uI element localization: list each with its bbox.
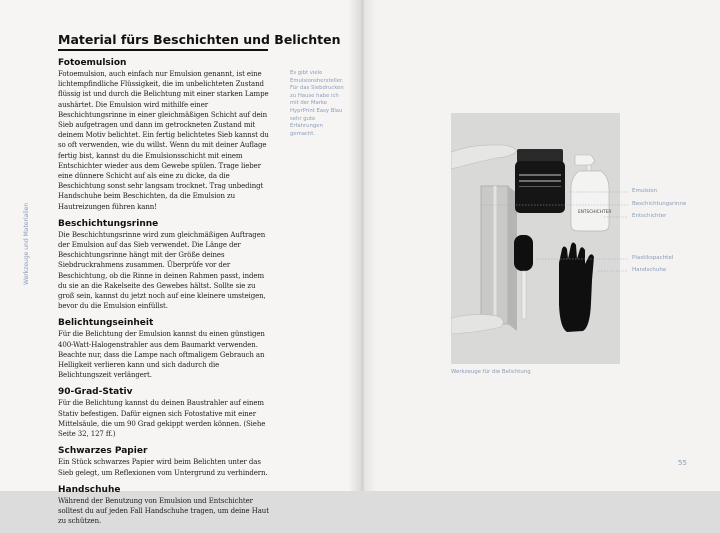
- text-belichtungseinheit: Für die Belichtung der Emulsion kannst du einen günstigen 400-Watt-Halogenstrahler aus dem Baumarkt verwenden. Beachte nur, dass die Lampe nach oftmaligem Gebrauch an Helligkeit verlieren kann und sich dadurch die Belichtungszeit verlängert.: [58, 330, 265, 380]
- heading-handschuhe: Handschuhe: [58, 484, 121, 495]
- heading-fotoemulsion: Fotoemulsion: [58, 58, 127, 68]
- heading-stativ: 90-Grad-Stativ: [58, 387, 133, 398]
- text-fotoemulsion: Fotoemulsion, auch einfach nur Emulsion genannt, ist eine lichtempfindliche Flüssigkeit, die im unbelichteten Zustand flüssig ist und durch die Belichtung mit einer starken Lampe aushärtet. Die Emulsion wird mithilfe einer Beschichtungsrinne in einer gleichmäßigen Schicht auf dein Sieb aufgetragen und dann im getrockneten Zustand mit deinem Motiv belichtet. Ein fertig belichtetes Sieb kannst du so oft verwenden, wie du willst. Wenn du mit deiner Auflage fertig bist, kannst du die Emulsionsschicht mit einem Entschichter wieder aus dem Gewebe spülen. Trage lieber eine dünnere Schicht auf als eine zu dicke, da die Beschichtung sonst sehr langsam trocknet. Trag unbedingt Handschuhe beim Beschichten, da die Emulsion zu Hautreizungen führen kann!: [58, 70, 269, 211]
- text-schwarzes-papier: Ein Stück schwarzes Papier wird beim Belichten unter das Sieb gelegt, um Reflexionen vom Untergrund zu verhindern.: [58, 458, 268, 477]
- page-number: 55: [678, 459, 687, 467]
- label-emulsion: Emulsion: [632, 188, 658, 194]
- sidenote: Es gibt viele Emulsionshersteller. Für das Siebdrucken zu Hause habe ich mit der Marke HyprPrint Easy Blau sehr gute Erfahrungen gemacht.: [290, 70, 344, 137]
- label-entschichter: Entschichter: [632, 213, 667, 219]
- photo-caption: Werkzeuge für die Belichtung: [451, 369, 531, 375]
- label-handschuhe: Handschuhe: [632, 267, 667, 273]
- bottle-label-text: ENTSCHICHTER: [578, 210, 612, 215]
- label-beschichtungsrinne: Beschichtungsrinne: [632, 201, 687, 207]
- chapter-side-label: Werkzeuge und Materialien: [23, 202, 30, 285]
- text-handschuhe: Während der Benutzung von Emulsion und Entschichter solltest du auf jeden Fall Handschuhe tragen, um deine Haut zu schützen.: [58, 496, 269, 526]
- text-beschichtungsrinne: Die Beschichtungsrinne wird zum gleichmäßigen Auftragen der Emulsion auf das Sieb verwendet. Die Länge der Beschichtungsrinne hängt mit der Größe deines Siebdruckrahmens zusammen. Überprüfe vor der Beschichtung, ob die Rinne in deinen Rahmen passt, indem du sie an die Rakelseite des Gewebes hältst. Sollte sie zu groß sein, kannst du jetzt noch auf eine kleinere umsteigen, bevor du die Emulsion einfüllst.: [58, 230, 266, 311]
- heading-schwarzes-papier: Schwarzes Papier: [58, 446, 148, 457]
- page-title: Material fürs Beschichten und Belichten: [58, 32, 341, 47]
- heading-belichtungseinheit: Belichtungseinheit: [58, 318, 154, 329]
- text-stativ: Für die Belichtung kannst du deinen Baustrahler auf einem Stativ befestigen. Dafür eignen sich Fotostative mit einer Mittelsäule, die um 90 Grad gekippt werden können. (Siehe Seite 32, 127 ff.): [58, 399, 266, 439]
- label-plastikspachtel: Plastikspachtel: [632, 255, 674, 261]
- heading-beschichtungsrinne: Beschichtungsrinne: [58, 218, 159, 229]
